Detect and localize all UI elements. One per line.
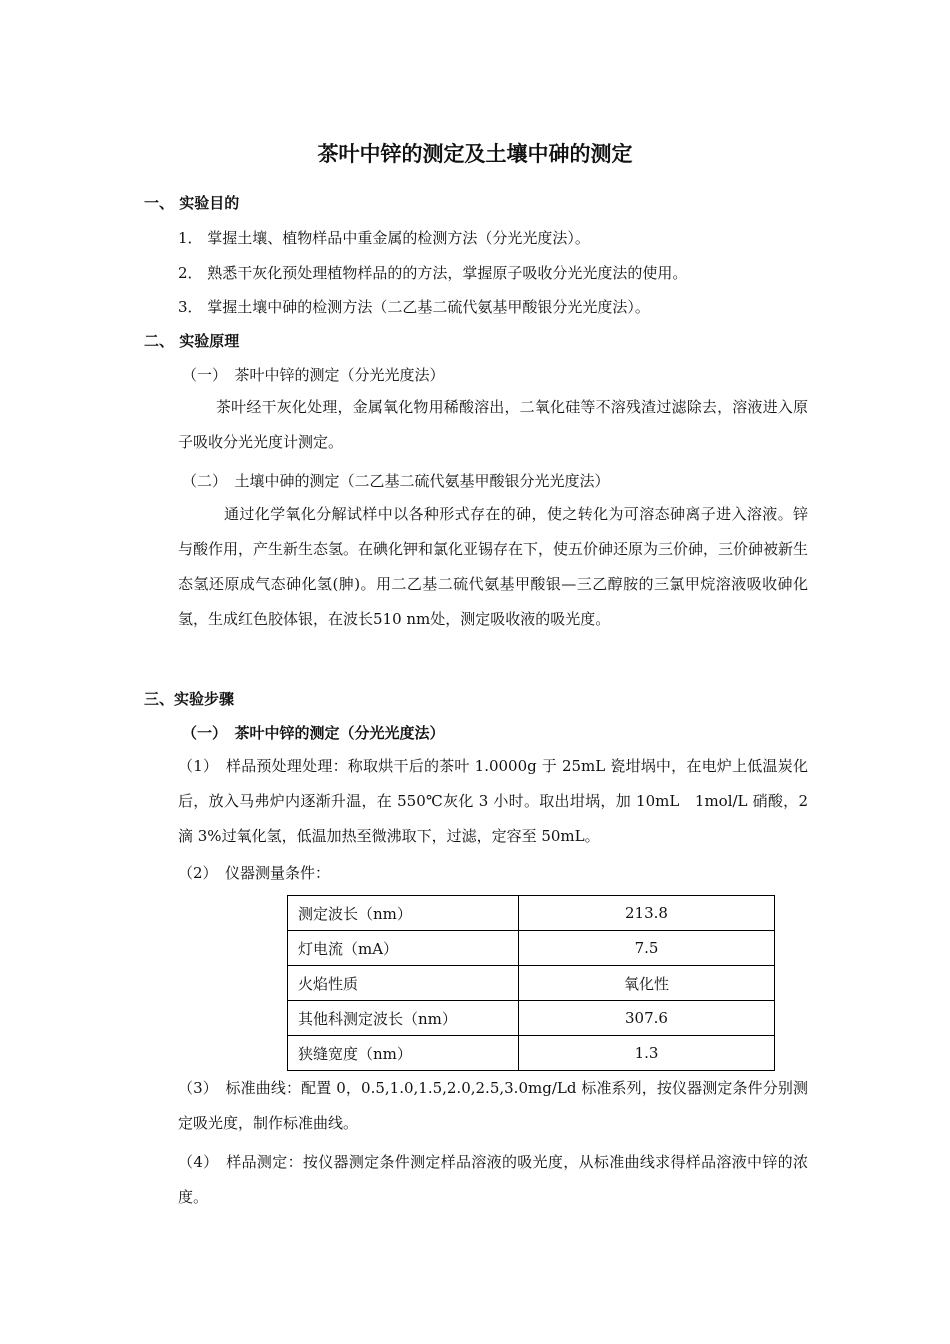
principle-sub-1-paragraph: 茶叶经干灰化处理，金属氧化物用稀酸溶出，二氧化硅等不溶残渣过滤除去，溶液进入原子吸收分光光度计测定。 — [178, 398, 808, 451]
objective-item-2: 2． 熟悉干灰化预处理植物样品的的方法，掌握原子吸收分光光度法的使用。 — [178, 264, 688, 282]
objective-item-1: 1． 掌握土壤、植物样品中重金属的检测方法（分光光度法）。 — [178, 229, 590, 247]
objective-item-3: 3． 掌握土壤中砷的检测方法（二乙基二硫代氨基甲酸银分光光度法）。 — [178, 298, 650, 316]
step-1-sample-pretreatment: （1） 样品预处理处理：称取烘干后的茶叶 1.0000g 于 25mL 瓷坩埚中，在电炉上低温炭化后，放入马弗炉内逐渐升温，在 550℃灰化 3 小时。取出坩埚，加 10mL 1mol/L 硝酸，2 滴 3%过氧化氢，低温加热至微沸取下，过滤，定容至 50mL。 — [178, 757, 808, 845]
table-cell-value: 7.5 — [519, 931, 775, 966]
step-2-instrument-conditions: （2） 仪器测量条件： — [178, 864, 331, 882]
table-row — [288, 931, 775, 966]
table-cell-value: 氧化性 — [519, 966, 775, 1001]
table-row — [288, 1036, 775, 1071]
table-row — [288, 966, 775, 1001]
steps-sub-1-heading: （一） 茶叶中锌的测定（分光光度法） — [182, 724, 445, 742]
principle-sub-2-heading: （二） 土壤中砷的测定（二乙基二硫代氨基甲酸银分光光度法） — [182, 472, 610, 490]
table-cell-value: 307.6 — [519, 1001, 775, 1036]
table-cell-value: 213.8 — [519, 896, 775, 931]
principle-sub-1-heading: （一） 茶叶中锌的测定（分光光度法） — [182, 366, 445, 384]
section-1-heading: 一、 实验目的 — [144, 194, 240, 212]
table-cell-key: 灯电流（mA） — [288, 931, 519, 966]
table-cell-key: 狭缝宽度（nm） — [288, 1036, 519, 1071]
step-3-standard-curve: （3） 标准曲线：配置 0，0.5,1.0,1.5,2.0,2.5,3.0mg/Ld 标准系列，按仪器测定条件分别测定吸光度，制作标准曲线。 — [178, 1079, 808, 1132]
step-4-sample-measurement: （4） 样品测定：按仪器测定条件测定样品溶液的吸光度，从标准曲线求得样品溶液中锌的浓度。 — [178, 1153, 808, 1206]
document-title: 茶叶中锌的测定及土壤中砷的测定 — [317, 142, 633, 166]
table-row — [288, 896, 775, 931]
instrument-conditions-table — [287, 895, 775, 1071]
section-3-heading: 三、实验步骤 — [144, 690, 235, 708]
table-cell-key: 测定波长（nm） — [288, 896, 519, 931]
table-row — [288, 1001, 775, 1036]
principle-sub-2-paragraph: 通过化学氧化分解试样中以各种形式存在的砷，使之转化为可溶态砷离子进入溶液。锌与酸作用，产生新生态氢。在碘化钾和氯化亚锡存在下，使五价砷还原为三价砷，三价砷被新生态氢还原成气态砷化氢(胂)。用二乙基二硫代氨基甲酸银—三乙醇胺的三氯甲烷溶液吸收砷化氢，生成红色胶体银，在波长510 nm处，测定吸收液的吸光度。 — [178, 505, 809, 628]
table-cell-key: 火焰性质 — [288, 966, 519, 1001]
table-cell-key: 其他科测定波长（nm） — [288, 1001, 519, 1036]
section-2-heading: 二、 实验原理 — [144, 332, 240, 350]
table-cell-value: 1.3 — [519, 1036, 775, 1071]
